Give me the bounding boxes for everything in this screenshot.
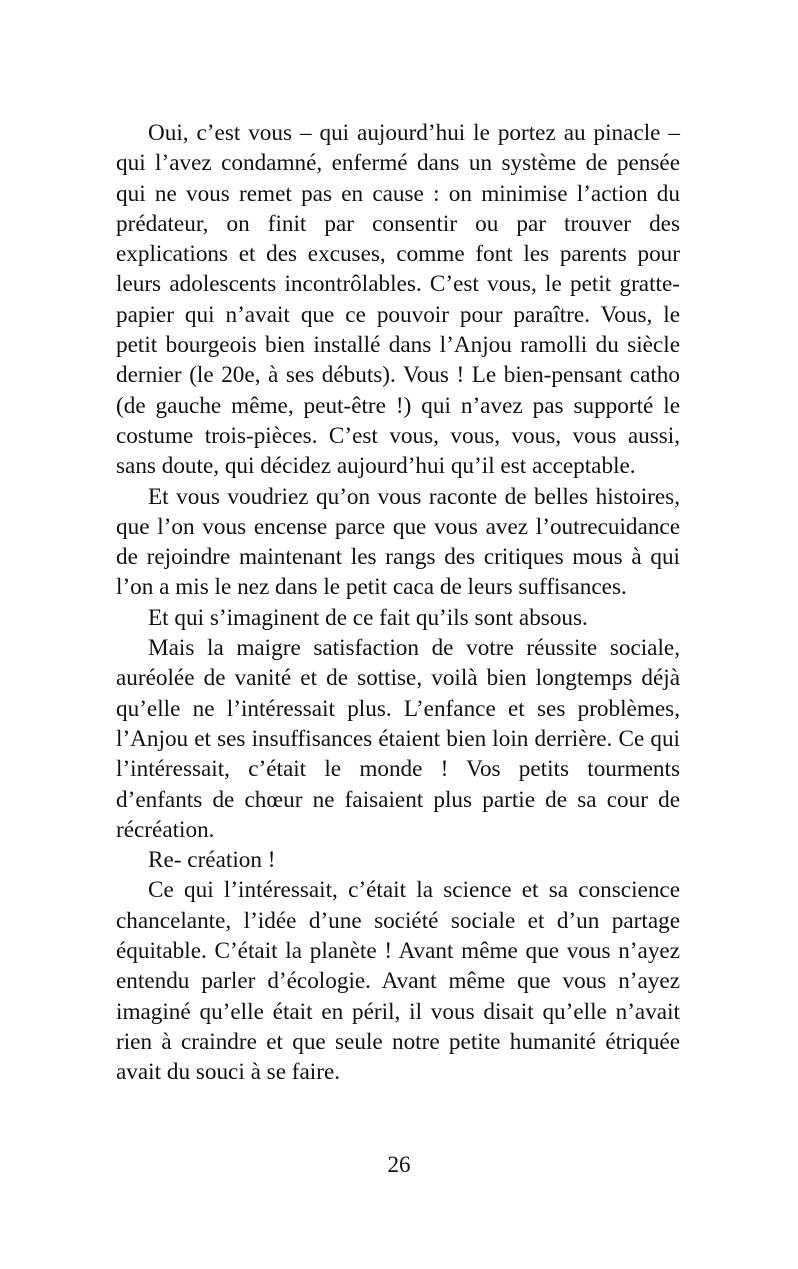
paragraph-1: Oui, c’est vous – qui aujourd’hui le portez au pinacle – qui l’avez condamné, enfermé dans un système de pensée qui ne vous remet pas en cause : on minimise l’action du prédateur, on finit par consentir ou par trouver des explications et des excuses, comme font les parents pour leurs adolescents incontrôlables. C’est vous, le petit gratte-papier qui n’avait que ce pouvoir pour paraître. Vous, le petit bourgeois bien installé dans l’Anjou ramolli du siècle dernier (le 20e, à ses débuts). Vous ! Le bien-pensant catho (de gauche même, peut-être !) qui n’avez pas supporté le costume trois-pièces. C’est vous, vous, vous, vous aussi, sans doute, qui décidez aujourd’hui qu’il est acceptable. [116,120,680,480]
paragraph-4: Mais la maigre satisfaction de votre réussite sociale, auréolée de vanité et de sottise, voilà bien longtemps déjà qu’elle ne l’intéressait plus. L’enfance et ses problèmes, l’Anjou et ses insuffisances étaient bien loin derrière. Ce qui l’intéressait, c’était le monde ! Vos petits tourments d’enfants de chœur ne faisaient plus partie de sa cour de récréation. [116,635,680,843]
paragraph-3: Et qui s’imaginent de ce fait qu’ils sont absous. [148,604,588,631]
paragraph-5: Re- création ! [148,847,276,874]
page-number: 26 [387,1152,411,1177]
paragraph-2: Et vous voudriez qu’on vous raconte de belles histoires, que l’on vous encense parce que vous avez l’outrecuidance de rejoindre maintenant les rangs des critiques mous à qui l’on a mis le nez dans le petit caca de leurs suffisances. [116,483,680,601]
body-text [116,118,680,1088]
paragraph-6: Ce qui l’intéressait, c’était la science et sa conscience chancelante, l’idée d’une société sociale et d’un partage équitable. C’était la planète ! Avant même que vous n’ayez entendu parler d’écologie. Avant même que vous n’ayez imaginé qu’elle était en péril, il vous disait qu’elle n’avait rien à craindre et que seule notre petite humanité étriquée avait du souci à se faire. [116,877,680,1086]
